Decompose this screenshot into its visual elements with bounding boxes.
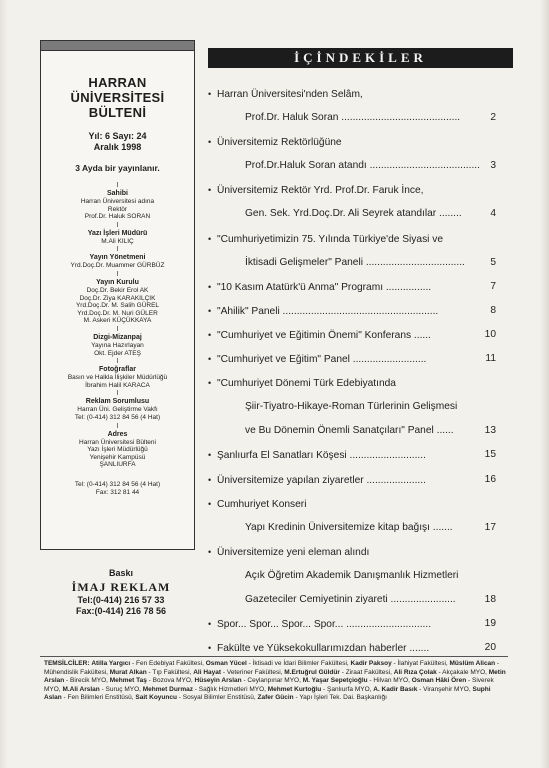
representative-unit: Mühendislik Fakültesi,: [44, 668, 108, 676]
representative-unit: İktisadi ve İdari Bilimler Fakültesi,: [252, 660, 349, 667]
toc-entry-text: Gazeteciler Cemiyetinin ziyareti .......................: [245, 593, 456, 605]
toc-entry: [208, 395, 496, 419]
bullet-icon: •: [208, 305, 212, 316]
toc-entry: [208, 612, 496, 636]
role-person: Tel: (0-414) 312 84 56 (4 Hat): [74, 413, 161, 421]
role-person: Harran Üniversitesi adına: [80, 198, 155, 205]
toc-entry-text: ve Bu Dönemin Önemli Sanatçıları" Panel ......: [245, 425, 454, 437]
role-person: Rektör: [107, 205, 128, 213]
bullet-icon: •: [208, 619, 212, 630]
representative-name: Osman Hâki Ören: [411, 677, 467, 684]
toc-list: [208, 82, 496, 660]
toc-entry: [208, 275, 496, 299]
representative-unit: Hilvan MYO,: [373, 677, 410, 684]
representative-name: Suphi Aslan: [44, 685, 491, 701]
masthead-fax: Fax: 312 81 44: [95, 488, 140, 496]
representative-unit: Akçakale MYO,: [442, 668, 487, 676]
representative-name: Ali Rıza Çolak: [393, 668, 437, 676]
toc-entry: [208, 347, 496, 371]
toc-entry: [208, 299, 496, 323]
toc-entry: [208, 540, 496, 564]
role-heading: Yayın Yönetmeni: [89, 254, 146, 262]
bullet-icon: •: [208, 233, 212, 244]
representative-unit: Bozova MYO,: [152, 677, 193, 684]
role-person: Harran Üni. Geliştirme Vakfı: [77, 406, 158, 414]
toc-entry-text: Prof.Dr.Haluk Soran atandı .......................................: [245, 160, 480, 172]
role-separator: I: [116, 358, 119, 366]
representative-unit: Yapı İşleri Tek. Dai. Başkanlığı: [299, 694, 387, 701]
toc-entry: [208, 371, 496, 395]
role-person: Doç.Dr. Bekir Erol AK: [86, 286, 149, 294]
printer-tel: Tel:(0-414) 216 57 33: [77, 595, 165, 605]
representative-name: Mehmet Taş: [109, 677, 147, 684]
representative-unit: Siverek MYO,: [44, 677, 494, 693]
bulletin-title-line: ÜNİVERSİTESİ: [70, 90, 165, 105]
issue-number: Yıl: 6 Sayı: 24: [88, 131, 147, 141]
toc-entry: [208, 178, 496, 202]
toc-page-number: 15: [484, 449, 496, 461]
toc-entry-text: Prof.Dr. Haluk Soran ..........................................: [245, 112, 461, 124]
role-separator: I: [116, 422, 119, 430]
bullet-icon: •: [208, 354, 212, 365]
role-person: Basın ve Halkla İlişkiler Müdürlüğü: [67, 374, 168, 382]
toc-entry-text: Üniversitemiz Rektör Yrd. Prof.Dr. Faruk İnce,: [217, 185, 424, 197]
toc-entry: [208, 443, 496, 467]
bulletin-title-line: BÜLTENİ: [88, 105, 147, 120]
masthead-box: [40, 40, 195, 550]
toc-entry: [208, 251, 496, 275]
representative-unit: Tıp Fakültesi,: [152, 668, 192, 676]
issue-date: Aralık 1998: [93, 142, 142, 152]
role-separator: I: [116, 246, 119, 254]
masthead-tel: Tel: (0-414) 312 84 56 (4 Hat): [74, 480, 161, 488]
bullet-icon: •: [208, 281, 212, 292]
toc-entry-text: Harran Üniversitesi'nden Selâm,: [217, 89, 363, 100]
printer-info: [60, 568, 182, 617]
toc-entry-text: Açık Öğretim Akademik Danışmanlık Hizmetleri: [245, 569, 459, 581]
representative-name: Osman Yücel: [205, 660, 247, 667]
toc-entry: [208, 82, 496, 106]
toc-page-number: 7: [490, 280, 496, 292]
toc-page-number: 13: [484, 425, 496, 437]
role-person: Doç.Dr. Ziya KARAKILÇIK: [79, 294, 156, 302]
printer-label: Baskı: [108, 568, 134, 578]
role-heading: Reklam Sorumlusu: [85, 398, 150, 406]
role-person: Yazı İşleri Müdürlüğü: [87, 446, 148, 454]
role-heading: Dizgi-Mizanpaj: [93, 333, 142, 341]
masthead-contact: [41, 481, 194, 497]
toc-entry-text: "Ahilik" Paneli .......................................................: [217, 305, 439, 317]
toc-entry: [208, 516, 496, 540]
role-person: Yrd.Doç.Dr. M. Salih GÜREL: [75, 302, 160, 310]
representative-unit: Ziraat Fakültesi,: [345, 668, 392, 676]
toc-entry-text: "Cumhuriyet Dönemi Türk Edebiyatında: [217, 378, 396, 390]
role-person: İbrahim Halil KARACA: [85, 381, 150, 389]
toc-heading: İÇİNDEKİLER: [208, 48, 513, 68]
representative-name: Metin Arslan: [44, 668, 506, 684]
masthead-roles: [41, 182, 194, 469]
representative-name: Zafer Gücin: [257, 694, 294, 701]
toc-entry-text: Şiir-Tiyatro-Hikaye-Roman Türlerinin Gelişmesi: [245, 401, 458, 413]
bullet-icon: •: [208, 185, 212, 196]
representative-name: Atilla Yargıcı: [91, 660, 131, 667]
representative-name: Hüseyin Arslan: [194, 677, 242, 684]
toc-entry: [208, 154, 496, 178]
toc-page-number: 2: [490, 112, 496, 124]
role-separator: I: [116, 182, 119, 189]
toc-page-number: 19: [484, 618, 496, 630]
representative-name: M.Ertuğrul Güldür: [284, 668, 340, 676]
representative-unit: Veteriner Fakültesi,: [226, 668, 283, 676]
representative-unit: Şanlıurfa MYO,: [327, 685, 372, 693]
toc-entry-text: Fakülte ve Yüksekokullarımızdan haberler .......: [217, 643, 430, 655]
representative-name: Murat Alkan: [109, 668, 147, 676]
representative-name: M.Ali Arslan: [62, 685, 100, 693]
representative-unit: Sağlık Hizmetleri MYO,: [198, 685, 266, 693]
role-person: ŞANLIURFA: [99, 461, 136, 469]
toc-page-number: 8: [490, 304, 496, 316]
toc-entry-text: Üniversitemize yeni eleman alındı: [217, 546, 370, 558]
role-person: M. Askeri KÜÇÜKKAYA: [83, 317, 152, 325]
toc-entry: [208, 588, 496, 612]
role-separator: I: [116, 390, 119, 398]
footer-divider: [40, 656, 508, 657]
role-person: Yrd.Doç.Dr. Muammer GÜRBÜZ: [70, 262, 165, 270]
toc-page-number: 10: [484, 328, 496, 340]
representative-unit: Ceylanpınar MYO,: [247, 677, 301, 684]
bullet-icon: •: [208, 450, 212, 461]
role-separator: I: [116, 221, 119, 229]
representative-unit: Viranşehir MYO,: [423, 685, 471, 693]
representative-name: Müslüm Alican: [449, 660, 496, 667]
representative-name: Kadir Paksoy: [350, 660, 392, 667]
toc-entry-text: "Cumhuriyet ve Eğitim" Panel ..........................: [217, 354, 427, 366]
toc-entry: [208, 419, 496, 443]
role-heading: Adres: [107, 430, 128, 438]
representatives-footer: TEMSİLCİLER: Atilla Yargıcı - Fen Edebiyat Fakültesi, Osman Yücel - İktisadi ve İdari Bilimler Fakültesi, Kadir Paksoy - İlahiyat Fakültesi, Müslüm Alican - Mühendislik Fakültesi, Murat Alkan - Tıp Fakültesi, Ali Hayat - Veteriner Fakültesi, M.Ertuğrul Güldür - Ziraat Fakültesi, Ali Rıza Çolak - Akçakale MYO, Metin Arslan - Birecik MYO, Mehmet Taş - Bozova MYO, Hüseyin Arslan - Ceylanpınar MYO, M. Yaşar Sepetçioğlu - Hilvan MYO, Osman Hâki Ören - Siverek MYO, M.Ali Arslan - Suruç MYO, Mehmet Durmaz - Sağlık Hizmetleri MYO, Mehmet Kurtoğlu - Şanlıurfa MYO, A. Kadir Basık - Viranşehir MYO, Suphi Aslan - Fen Bilimleri Enstitüsü, Sait Koyuncu - Sosyal Bilimler Enstitüsü, Zafer Gücin - Yapı İşleri Tek. Dai. Başkanlığı: [44, 660, 506, 701]
toc-entry-text: Şanlıurfa El Sanatları Köşesi ...........................: [217, 450, 426, 462]
toc-page-number: 16: [484, 473, 496, 485]
representative-name: A. Kadir Basık: [373, 685, 418, 693]
toc-page-number: 5: [490, 256, 496, 268]
toc-entry-text: Spor... Spor... Spor... Spor... ..............................: [217, 619, 432, 631]
toc-page-number: 11: [485, 353, 496, 365]
toc-page-number: 20: [484, 642, 496, 654]
representative-name: Ali Hayat: [193, 668, 222, 676]
role-person: Yayına Hazırlayan: [91, 341, 144, 349]
role-person: Prof.Dr. Haluk SORAN: [84, 213, 151, 221]
toc-entry: [208, 492, 496, 516]
role-heading: Fotoğraflar: [99, 366, 136, 374]
bullet-icon: •: [208, 378, 212, 389]
publication-frequency: 3 Ayda bir yayınlanır.: [75, 163, 160, 173]
role-separator: I: [116, 270, 119, 278]
toc-entry: [208, 564, 496, 588]
toc-entry: [208, 468, 496, 492]
masthead-bar: [41, 41, 194, 51]
toc-entry: [208, 202, 496, 226]
printer-name: İMAJ REKLAM: [71, 580, 171, 594]
role-person: Yenişehir Kampüsü: [89, 453, 146, 461]
toc-entry: [208, 130, 496, 154]
toc-page-number: 4: [490, 208, 496, 220]
toc-entry: [208, 106, 496, 130]
toc-entry-text: Üniversitemize yapılan ziyaretler .....................: [217, 474, 426, 486]
representative-name: Mehmet Kurtoğlu: [267, 685, 322, 693]
toc-entry: [208, 227, 496, 251]
toc-entry: [208, 323, 496, 347]
toc-entry-text: Gen. Sek. Yrd.Doç.Dr. Ali Seyrek atandılar ........: [245, 208, 462, 220]
toc-page-number: 17: [484, 521, 496, 533]
issue-info: [41, 131, 194, 153]
bullet-icon: •: [208, 643, 212, 654]
representative-unit: Birecik MYO,: [70, 677, 108, 684]
role-heading: Yazı İşleri Müdürü: [87, 229, 148, 237]
toc-page-number: 3: [490, 160, 496, 172]
representative-unit: Sosyal Bilimler Enstitüsü,: [182, 694, 256, 701]
representative-unit: İlahiyat Fakültesi,: [397, 660, 448, 667]
toc-entry-text: Yapı Kredinin Üniversitemize kitap bağışı .......: [245, 521, 453, 533]
printer-fax: Fax:(0-414) 216 78 56: [75, 606, 167, 616]
toc-entry-text: İktisadi Gelişmeler" Paneli ...................................: [245, 256, 465, 268]
role-person: Yrd.Doç.Dr. M. Nuri GÜLER: [77, 309, 158, 317]
representative-name: M. Yaşar Sepetçioğlu: [302, 677, 368, 684]
role-heading: Yayın Kurulu: [96, 278, 139, 286]
bullet-icon: •: [208, 474, 212, 485]
role-person: Okt. Ejder ATEŞ: [94, 349, 141, 357]
role-person: M.Ali KILIÇ: [101, 237, 134, 245]
representative-unit: Fen Edebiyat Fakültesi,: [136, 660, 204, 667]
role-separator: I: [116, 325, 119, 333]
bulletin-title-line: HARRAN: [88, 75, 147, 90]
role-heading: Sahibi: [106, 190, 128, 197]
bullet-icon: •: [208, 137, 212, 148]
toc-page-number: 18: [484, 593, 496, 605]
representative-name: Mehmet Durmaz: [142, 685, 193, 693]
representative-unit: Fen Bilimleri Enstitüsü,: [67, 694, 134, 701]
bullet-icon: •: [208, 329, 212, 340]
toc-entry-text: Cumhuriyet Konseri: [217, 498, 307, 510]
toc-entry-text: "Cumhuriyet ve Eğitimin Önemi" Konferans ......: [217, 329, 431, 341]
toc-entry-text: "Cumhuriyetimizin 75. Yılında Türkiye'de Siyasi ve: [217, 233, 444, 245]
toc-entry-text: Üniversitemiz Rektörlüğüne: [217, 137, 342, 149]
toc-entry-text: "10 Kasım Atatürk'ü Anma" Programı ................: [217, 281, 432, 293]
bullet-icon: •: [208, 498, 212, 509]
bullet-icon: •: [208, 546, 212, 557]
representative-name: Sait Koyuncu: [135, 694, 177, 701]
footer-label: TEMSİLCİLER:: [44, 660, 90, 667]
role-person: Harran Üniversitesi Bülteni: [79, 438, 156, 446]
bullet-icon: •: [208, 89, 212, 99]
bulletin-title: [41, 75, 194, 120]
representative-unit: Suruç MYO,: [105, 685, 141, 693]
